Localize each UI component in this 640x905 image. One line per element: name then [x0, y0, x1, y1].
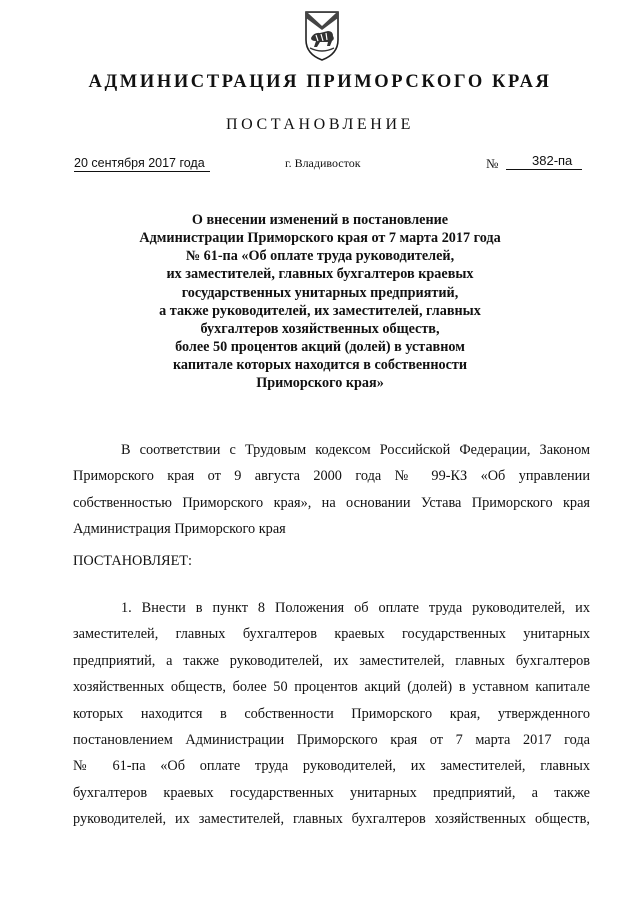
document-date	[74, 156, 205, 170]
preamble-line: Приморского края от 9 августа 2000 года № 99-КЗ «Об управлении	[73, 468, 590, 485]
organization-name: АДМИНИСТРАЦИЯ ПРИМОРСКОГО КРАЯ	[88, 72, 552, 92]
title-line: их заместителей, главных бухгалтеров краевых	[166, 266, 474, 283]
title-line: капитале которых находится в собственности	[172, 357, 468, 374]
preamble-line: Администрация Приморского края	[73, 521, 286, 538]
document-type: ПОСТАНОВЛЕНИЕ	[226, 116, 414, 133]
preamble-line: собственностью Приморского края», на основании Устава Приморского края	[73, 494, 590, 511]
item-line: постановлением Администрации Приморского края от 7 марта 2017 года	[73, 731, 590, 748]
title-line: Администрации Приморского края от 7 марта 2017 года	[139, 230, 501, 247]
item-line: бухгалтеров краевых государственных унитарных предприятий, а также	[73, 784, 590, 801]
resolves-heading	[73, 548, 590, 574]
title-line: а также руководителей, их заместителей, главных	[159, 302, 481, 319]
preamble-line: В соответствии с Трудовым кодексом Российской Федерации, Законом	[121, 442, 590, 458]
title-line: О внесении изменений в постановление	[191, 212, 449, 228]
item-line: предприятий, а также руководителей, их заместителей, главных бухгалтеров	[73, 652, 590, 669]
document-title	[0, 211, 640, 393]
item-line: которых находится в собственности Приморского края, утвержденного	[73, 705, 590, 722]
document-date-text: 20 сентября 2017 года	[74, 156, 205, 170]
number-label: №	[486, 156, 499, 171]
item-1-paragraph	[73, 595, 590, 833]
item-line: хозяйственных обществ, более 50 процентов акций (долей) в уставном капитале	[73, 679, 590, 696]
coat-of-arms-icon	[302, 6, 342, 62]
title-line: более 50 процентов акций (долей) в уставном	[175, 339, 465, 356]
preamble-paragraph	[73, 437, 590, 543]
resolves-text: ПОСТАНОВЛЯЕТ:	[73, 553, 193, 569]
title-line: № 61-па «Об оплате труда руководителей,	[185, 248, 455, 265]
item-line: № 61-па «Об оплате труда руководителей, их заместителей, главных	[73, 758, 590, 775]
title-line: бухгалтеров хозяйственных обществ,	[200, 320, 440, 337]
document-city: г. Владивосток	[285, 156, 361, 170]
title-line: государственных унитарных предприятий,	[181, 284, 459, 301]
date-underline	[74, 171, 210, 172]
item-line: руководителей, их заместителей, главных бухгалтеров хозяйственных обществ,	[73, 811, 590, 828]
item-line: 1. Внести в пункт 8 Положения об оплате труда руководителей, их	[121, 600, 590, 616]
number-underline	[506, 169, 582, 170]
title-line: Приморского края»	[256, 375, 384, 392]
item-line: заместителей, главных бухгалтеров краевых государственных унитарных	[73, 626, 590, 643]
document-number: 382-па	[532, 153, 573, 168]
